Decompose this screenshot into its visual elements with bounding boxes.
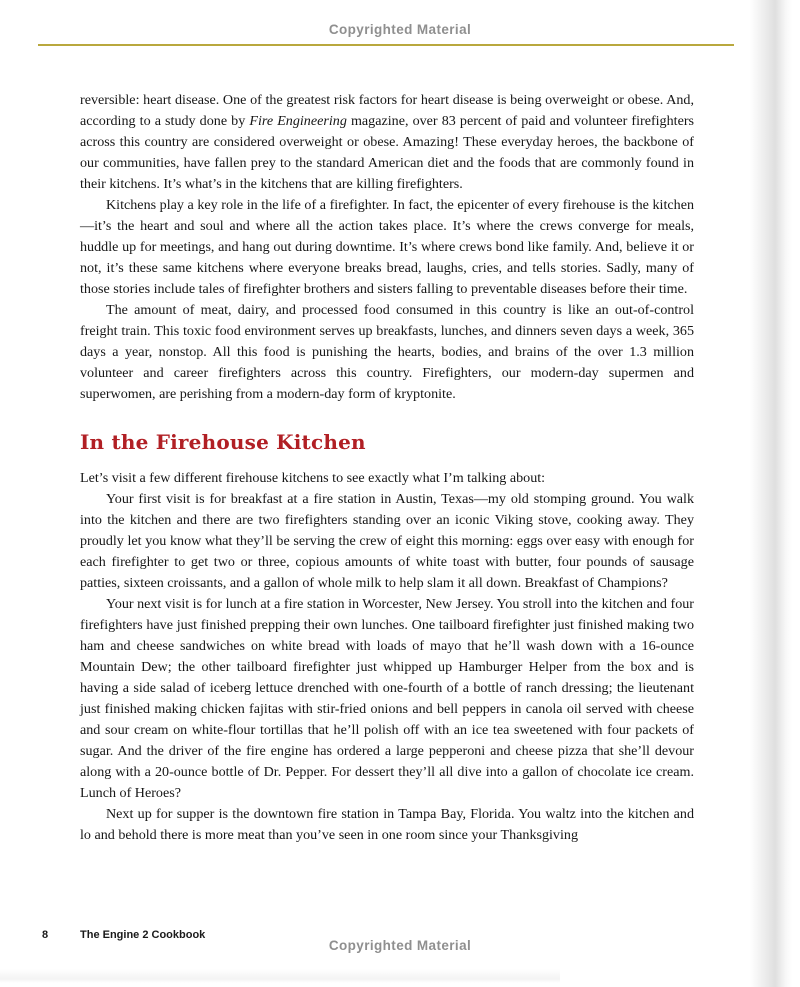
paragraph-3: The amount of meat, dairy, and processed food consumed in this country is like an out-of-control freight train. This toxic food environment serves up breakfasts, lunches, and dinners seven days a week, 365 days a year, nonstop. All this food is punishing the hearts, bodies, and brains of the over 1.3 million volunteer and career firefighters across this country. Firefighters, our modern-day supermen and superwomen, are perishing from a modern-day form of kryptonite. bbox=[80, 302, 694, 402]
page-bottom-shadow bbox=[0, 969, 560, 983]
copyright-watermark-bottom: Copyrighted Material bbox=[328, 938, 472, 953]
paragraph-1 bbox=[80, 90, 694, 195]
page-number: 8 bbox=[42, 929, 49, 941]
paragraph-2: Kitchens play a key role in the life of a firefighter. In fact, the epicenter of every firehouse is the kitchen—it’s the heart and soul and where all the action takes place. It’s where the crews converge for meals, huddle up for meetings, and hang out during downtime. It’s where crews bond like family. And, believe it or not, it’s these same kitchens where everyone breaks bread, laughs, cries, and tells stories. Sadly, many of those stories include tales of firefighter brothers and sisters falling to preventable diseases before their time. bbox=[80, 197, 694, 297]
paragraph-4: Let’s visit a few different firehouse kitchens to see exactly what I’m talking about: bbox=[80, 470, 546, 486]
copyright-watermark-top: Copyrighted Material bbox=[328, 22, 472, 37]
book-title: The Engine 2 Cookbook bbox=[80, 929, 206, 941]
page-edge-shadow bbox=[750, 0, 792, 987]
paragraph-1-text-before: reversible: heart disease. One of the greatest risk factors for heart disease is being overweight or obese. And, according to a study done by bbox=[80, 92, 694, 129]
paragraph-7: Next up for supper is the downtown fire station in Tampa Bay, Florida. You waltz into the kitchen and lo and behold there is more meat than you’ve seen in one room since your Thanksgiving bbox=[80, 806, 694, 843]
paragraph-1-text-after: magazine, over 83 percent of paid and volunteer firefighters across this country are considered overweight or obese. Amazing! These everyday heroes, the backbone of our communities, have fallen prey to the standard American diet and the foods that are commonly found in their kitchens. It’s what’s in the kitchens that are killing firefighters. bbox=[80, 113, 695, 192]
paragraph-5: Your first visit is for breakfast at a fire station in Austin, Texas—my old stomping ground. You walk into the kitchen and there are two firefighters standing over an iconic Viking stove, cooking away. They proudly let you know what they’ll be serving the crew of eight this morning: eggs over easy with enough for each firefighter to get two or three, copious amounts of white toast with butter, four pounds of sausage patties, sixteen croissants, and a gallon of whole milk to help slam it all down. Breakfast of Champions? bbox=[80, 491, 694, 591]
page-content bbox=[80, 90, 694, 846]
section-heading: In the Firehouse Kitchen bbox=[80, 430, 366, 454]
header-rule bbox=[38, 44, 734, 46]
paragraph-6: Your next visit is for lunch at a fire station in Worcester, New Jersey. You stroll into the kitchen and four firefighters have just finished prepping their own lunches. One tailboard firefighter just finished making two ham and cheese sandwiches on white bread with loads of mayo that he’ll wash down with a 16-ounce Mountain Dew; the other tailboard firefighter just whipped up Hamburger Helper from the box and is having a side salad of iceberg lettuce drenched with one-fourth of a bottle of ranch dressing; the lieutenant just finished making chicken fajitas with stir-fried onions and bell peppers in canola oil served with cheese and sour cream on white-flour tortillas that he’ll polish off with an ice tea sweetened with four packets of sugar. And the driver of the fire engine has ordered a large pepperoni and cheese pizza that she’ll devour along with a 20-ounce bottle of Dr. Pepper. For dessert they’ll all dive into a gallon of chocolate ice cream. Lunch of Heroes? bbox=[80, 596, 694, 801]
magazine-title-italic: Fire Engineering bbox=[249, 113, 347, 129]
